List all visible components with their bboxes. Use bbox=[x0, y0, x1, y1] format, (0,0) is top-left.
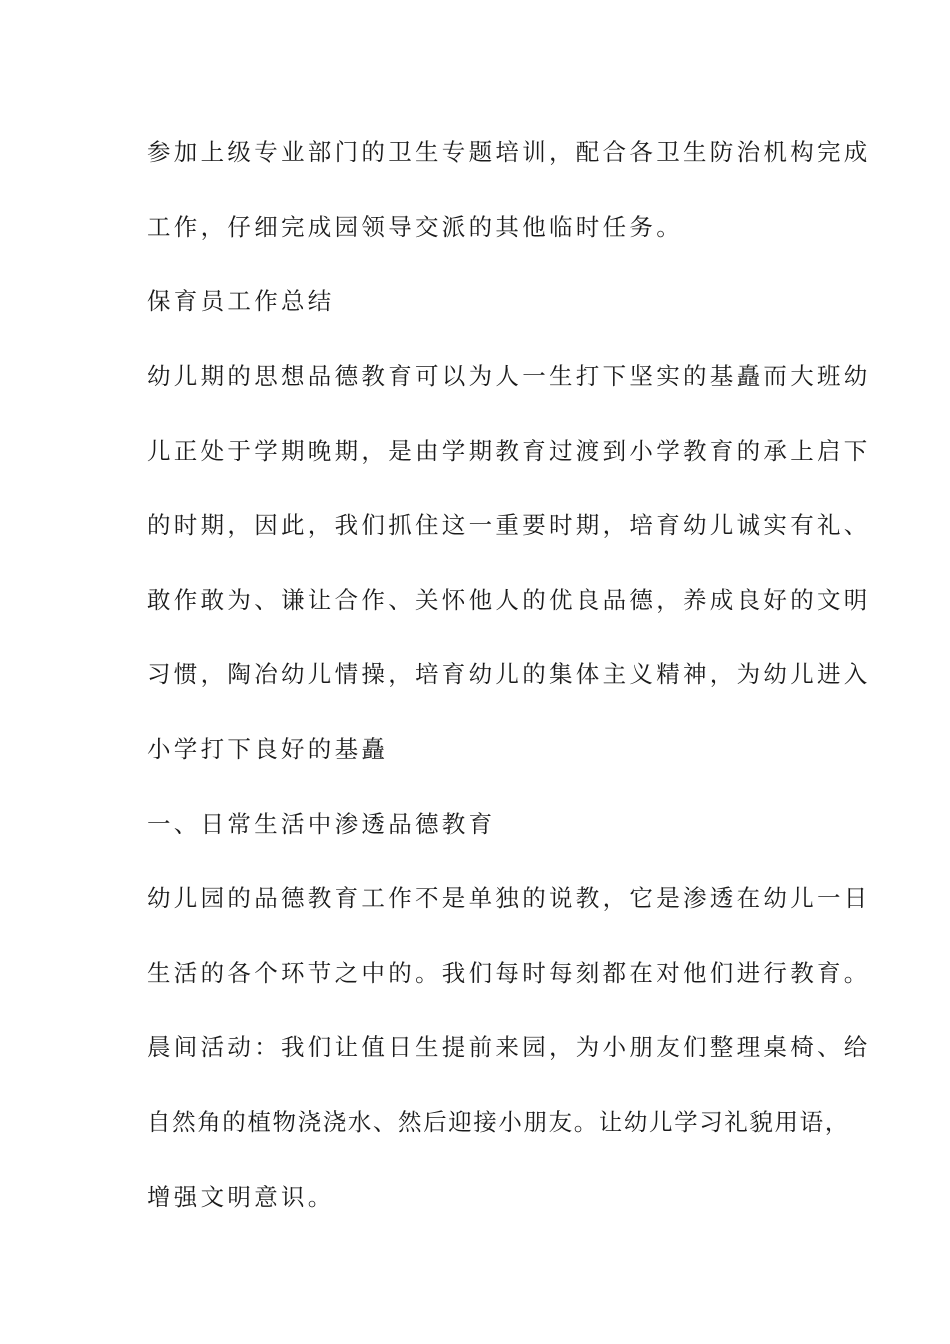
paragraph-line: 幼儿期的思想品德教育可以为人一生打下坚实的基矗而大班幼 bbox=[147, 362, 871, 390]
paragraph-line: 小学打下良好的基矗 bbox=[147, 735, 389, 763]
paragraph-line: 习惯，陶冶幼儿情操，培育幼儿的集体主义精神，为幼儿进入 bbox=[147, 660, 871, 688]
paragraph-line: 敢作敢为、谦让合作、关怀他人的优良品德，养成良好的文明 bbox=[147, 586, 871, 614]
paragraph-line: 工作，仔细完成园领导交派的其他临时任务。 bbox=[147, 213, 683, 241]
paragraph-line: 幼儿园的品德教育工作不是单独的说教，它是渗透在幼儿一日 bbox=[147, 884, 871, 912]
paragraph-line: 自然角的植物浇浇水、然后迎接小朋友。让幼儿学习礼貌用语， bbox=[147, 1108, 850, 1136]
paragraph-line: 晨间活动：我们让值日生提前来园，为小朋友们整理桌椅、给 bbox=[147, 1033, 871, 1061]
paragraph-line: 的时期，因此，我们抓住这一重要时期，培育幼儿诚实有礼、 bbox=[147, 511, 871, 539]
section-heading: 保育员工作总结 bbox=[147, 287, 335, 315]
paragraph-line: 增强文明意识。 bbox=[147, 1183, 335, 1211]
paragraph-line: 儿正处于学期晚期，是由学期教育过渡到小学教育的承上启下 bbox=[147, 437, 871, 465]
section-heading: 一、日常生活中渗透品德教育 bbox=[147, 810, 496, 838]
paragraph-line: 参加上级专业部门的卫生专题培训，配合各卫生防治机构完成 bbox=[147, 138, 871, 166]
paragraph-line: 生活的各个环节之中的。我们每时每刻都在对他们进行教育。 bbox=[147, 959, 871, 987]
